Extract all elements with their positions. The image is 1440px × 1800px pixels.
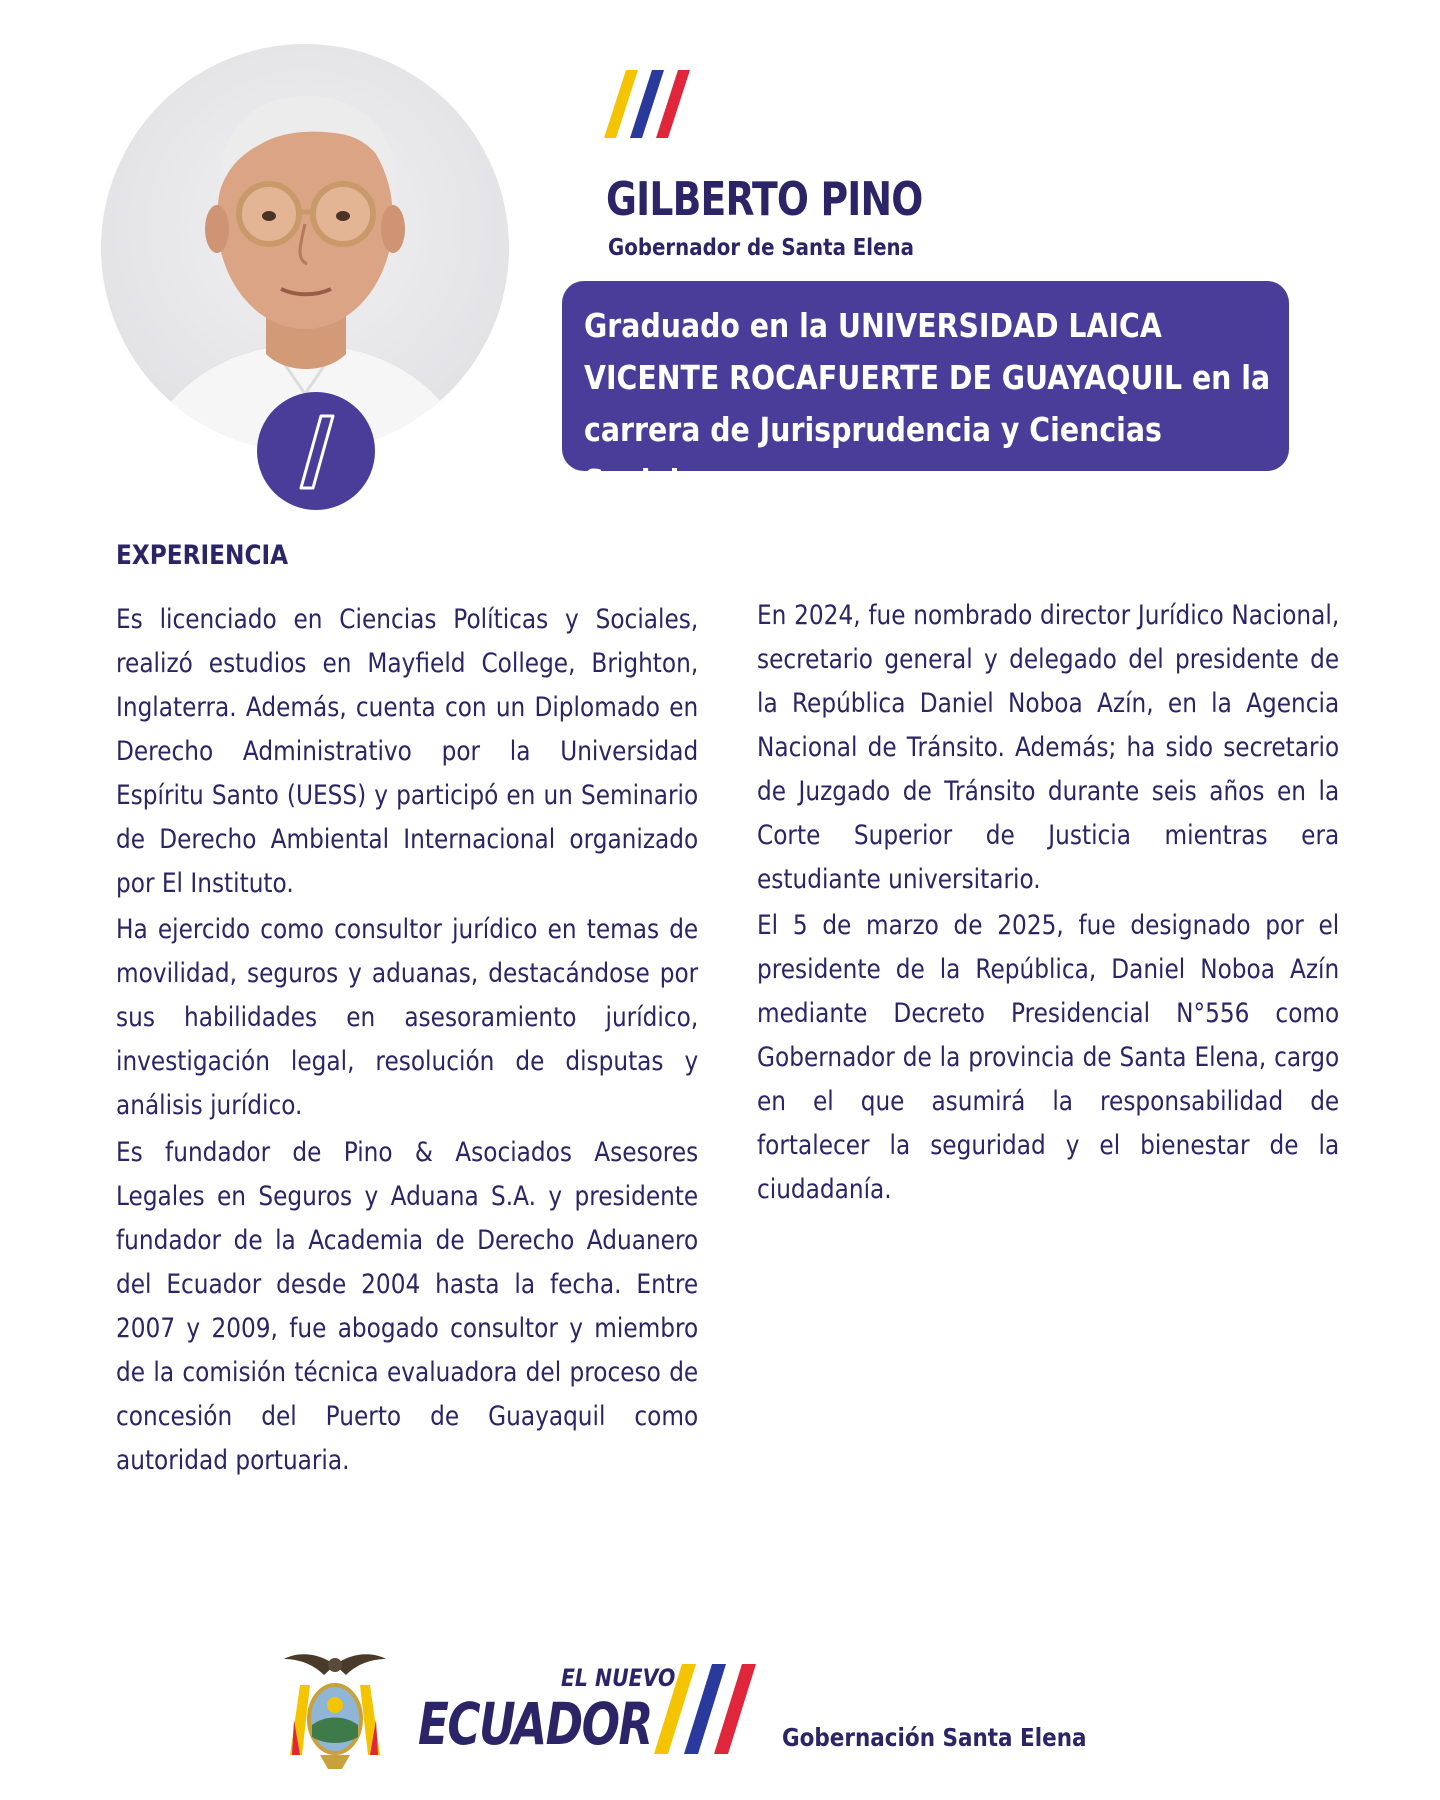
flag-stripes-icon [654, 1664, 756, 1754]
experience-paragraph: Es fundador de Pino & Asociados Asesores Legales en Seguros y Aduana S.A. y presidente fundador de la Academia de Derecho Aduanero del Ecuador desde 2004 hasta la fecha. Entre 2007 y 2009, fue abogado consultor y miembro de la comisión técnica evaluadora del proceso de concesión del Puerto de Guayaquil como autoridad portuaria. [116, 1137, 699, 1476]
coat-of-arms-icon [280, 1645, 390, 1775]
brand-wordmark: ECUADOR [418, 1690, 652, 1758]
profile-name: GILBERTO PINO [606, 172, 923, 226]
experience-paragraph: En 2024, fue nombrado director Jurídico Nacional, secretario general y delegado del presidente de la República Daniel Noboa Azín, en la Agencia Nacional de Tránsito. Además; ha sido secretario de Juzgado de Tránsito durante seis años en la Corte Superior de Justicia mientras era estudiante universitario. [757, 600, 1340, 895]
flag-stripes-icon [604, 70, 696, 138]
education-text: Graduado en la UNIVERSIDAD LAICA VICENTE ROCAFUERTE DE GUAYAQUIL en la carrera de Jurisprudencia y Ciencias Sociales. [584, 306, 1271, 501]
section-title: EXPERIENCIA [116, 540, 289, 571]
profile-role: Gobernador de Santa Elena [608, 235, 914, 261]
experience-paragraph: Es licenciado en Ciencias Políticas y Sociales, realizó estudios en Mayfield College, Brighton, Inglaterra. Además, cuenta con un Diplomado en Derecho Administrativo por la Universidad Espíritu Santo (UESS) y participó en un Seminario de Derecho Ambiental Internacional organizado por El Instituto. [116, 604, 699, 899]
person-illustration [101, 44, 509, 452]
experience-paragraph: El 5 de marzo de 2025, fue designado por el presidente de la República, Daniel Noboa Azín mediante Decreto Presidencial N°556 como Gobernador de la provincia de Santa Elena, cargo en el que asumirá la responsabilidad de fortalecer la seguridad y el bienestar de la ciudadanía. [757, 910, 1340, 1205]
slash-badge-icon [257, 392, 375, 510]
brand-tagline: EL NUEVO [561, 1664, 676, 1692]
portrait-photo [101, 44, 509, 452]
footer-organization: Gobernación Santa Elena [782, 1723, 1087, 1752]
experience-paragraph: Ha ejercido como consultor jurídico en temas de movilidad, seguros y aduanas, destacándose por sus habilidades en asesoramiento jurídico, investigación legal, resolución de disputas y análisis jurídico. [116, 914, 699, 1121]
